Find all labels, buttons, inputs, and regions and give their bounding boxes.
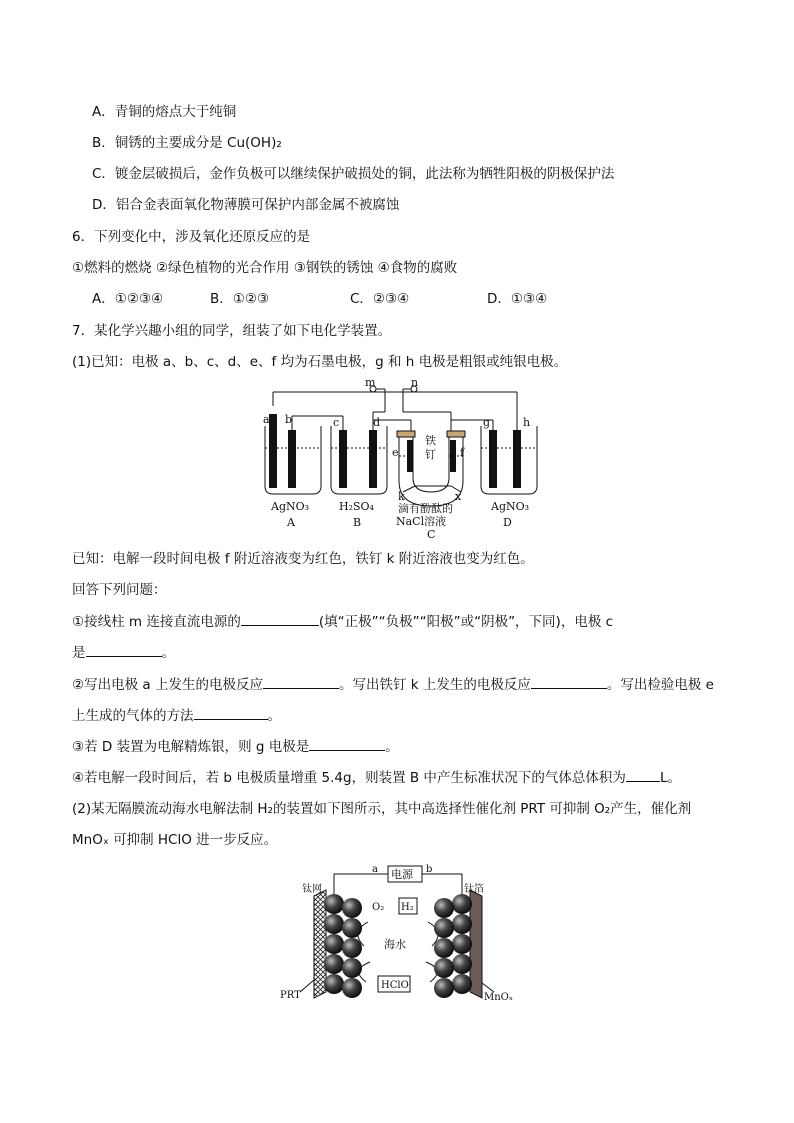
q5-option-c: C．镀金层破损后，金作负极可以继续保护破损处的铜，此法称为牺牲阳极的阴极保护法 bbox=[92, 166, 615, 182]
electrode-g-label: g bbox=[483, 416, 491, 429]
q5-option-a: A．青铜的熔点大于纯铜 bbox=[92, 104, 237, 120]
solution-d-label: AgNO₃ bbox=[491, 500, 530, 513]
electrode-b-label: b bbox=[285, 413, 293, 426]
answer-blank[interactable] bbox=[309, 736, 385, 751]
vessel-d-label: D bbox=[503, 516, 512, 529]
seawater-label: 海水 bbox=[384, 938, 406, 951]
answer-blank[interactable] bbox=[263, 674, 339, 689]
vessel-b-label: B bbox=[353, 516, 362, 529]
q7-sub1-line1 bbox=[72, 611, 613, 632]
q7-sub4-text-a: ④若电解一段时间后，若 b 电极质量增重 5.4g，则装置 B 中产生标准状况下的气体总体积为 bbox=[72, 770, 626, 786]
answer-blank[interactable] bbox=[86, 642, 162, 657]
q7-part2-line1: (2)某无隔膜流动海水电解法制 H₂的装置如下图所示，其中高选择性催化剂 PRT 可抑制 O₂产生，催化剂 bbox=[72, 801, 692, 817]
q7-sub4 bbox=[72, 767, 681, 788]
titanium-mesh-label: 钛网 bbox=[302, 884, 322, 895]
electrode-e-label: e bbox=[392, 446, 399, 459]
hydrogen-label: H₂ bbox=[401, 902, 414, 913]
electrolysis-apparatus-figure bbox=[255, 376, 545, 541]
answer-blank[interactable] bbox=[241, 611, 319, 626]
q7-answer-prompt: 回答下列问题： bbox=[72, 582, 167, 598]
q7-sub3-text-b: 。 bbox=[385, 739, 399, 755]
vessel-a-label: A bbox=[287, 516, 295, 529]
q7-sub2-text-b: 。写出铁钉 k 上发生的电极反应 bbox=[338, 677, 531, 693]
q7-sub2-text-a: ②写出电极 a 上发生的电极反应 bbox=[72, 677, 263, 693]
q7-sub1-line2 bbox=[72, 642, 175, 663]
q5-option-d: D．铝合金表面氧化物薄膜可保护内部金属不被腐蚀 bbox=[92, 197, 400, 213]
electrode-d-label: d bbox=[373, 416, 381, 429]
electrode-h-label: h bbox=[523, 416, 531, 429]
q6-choices bbox=[92, 289, 547, 309]
q7-sub1-text-d: 。 bbox=[161, 645, 175, 661]
nail-x-label: x bbox=[455, 490, 462, 503]
q7-sub3-text-a: ③若 D 装置为电解精炼银，则 g 电极是 bbox=[72, 739, 310, 755]
electrode-c-label: c bbox=[333, 416, 340, 429]
q7-sub1-text-c: 是 bbox=[72, 645, 86, 661]
answer-blank[interactable] bbox=[531, 674, 607, 689]
q7-stem: 7．某化学兴趣小组的同学，组装了如下电化学装置。 bbox=[72, 323, 392, 339]
vessel-c-label: C bbox=[427, 528, 436, 541]
solution-a-label: AgNO₃ bbox=[271, 500, 310, 513]
mnox-catalyst-label: MnOₓ bbox=[484, 992, 514, 1003]
seawater-electrolysis-figure bbox=[278, 862, 518, 1007]
q6-items: ①燃料的燃烧 ②绿色植物的光合作用 ③钢铁的锈蚀 ④食物的腐败 bbox=[72, 260, 458, 276]
q7-sub1-text-b: (填“正极”“负极”“阳极”或“阴极”，下同)，电极 c bbox=[318, 614, 614, 630]
power-source-label: 电源 bbox=[391, 868, 413, 881]
nail-label-char1: 铁 bbox=[425, 434, 436, 447]
q7-sub2-text-e: 。 bbox=[267, 708, 281, 724]
q7-sub2-text-c: 。写出检验电极 e bbox=[606, 677, 714, 693]
power-terminal-b: b bbox=[426, 864, 433, 875]
solution-c-label-1: 滴有酚酞的 bbox=[398, 502, 453, 515]
prt-catalyst-label: PRT bbox=[280, 990, 301, 1001]
q7-sub2-line1 bbox=[72, 674, 714, 695]
q6-stem: 6．下列变化中，涉及氧化还原反应的是 bbox=[72, 229, 311, 245]
q7-part1: (1)已知：电极 a、b、c、d、e、f 均为石墨电极，g 和 h 电极是粗银或纯银电极。 bbox=[72, 354, 568, 370]
electrode-f-label: f bbox=[460, 446, 465, 459]
terminal-m-label: m bbox=[365, 376, 376, 389]
q7-part2-line2: MnOₓ 可抑制 HClO 进一步反应。 bbox=[72, 832, 278, 848]
q7-sub2-line2 bbox=[72, 705, 281, 726]
q6-choice-a: A．①②③④ bbox=[92, 291, 164, 307]
power-terminal-a: a bbox=[372, 864, 378, 875]
nail-k-label: k bbox=[398, 490, 405, 503]
terminal-n-label: n bbox=[411, 376, 419, 389]
titanium-foil-label: 钛箔 bbox=[464, 884, 484, 895]
q6-choice-c: C．②③④ bbox=[350, 291, 410, 307]
electrode-a-label: a bbox=[263, 413, 270, 426]
nail-label-char2: 钉 bbox=[425, 448, 436, 461]
answer-blank[interactable] bbox=[194, 705, 268, 720]
hclo-label: HClO bbox=[381, 980, 409, 991]
answer-blank[interactable] bbox=[626, 767, 660, 782]
solution-c-label-2: NaCl溶液 bbox=[396, 515, 447, 528]
q6-choice-b: B．①②③ bbox=[210, 291, 270, 307]
q7-known: 已知：电解一段时间电极 f 附近溶液变为红色，铁钉 k 附近溶液也变为红色。 bbox=[72, 551, 534, 567]
q5-option-b: B．铜锈的主要成分是 Cu(OH)₂ bbox=[92, 135, 282, 151]
q7-sub3 bbox=[72, 736, 399, 757]
q6-choice-d: D．①③④ bbox=[487, 291, 548, 307]
q7-sub4-text-b: L。 bbox=[659, 770, 681, 786]
q7-sub2-text-d: 上生成的气体的方法 bbox=[72, 708, 194, 724]
oxygen-label: O₂ bbox=[372, 902, 385, 913]
q7-sub1-text-a: ①接线柱 m 连接直流电源的 bbox=[72, 614, 241, 630]
solution-b-label: H₂SO₄ bbox=[339, 500, 374, 513]
